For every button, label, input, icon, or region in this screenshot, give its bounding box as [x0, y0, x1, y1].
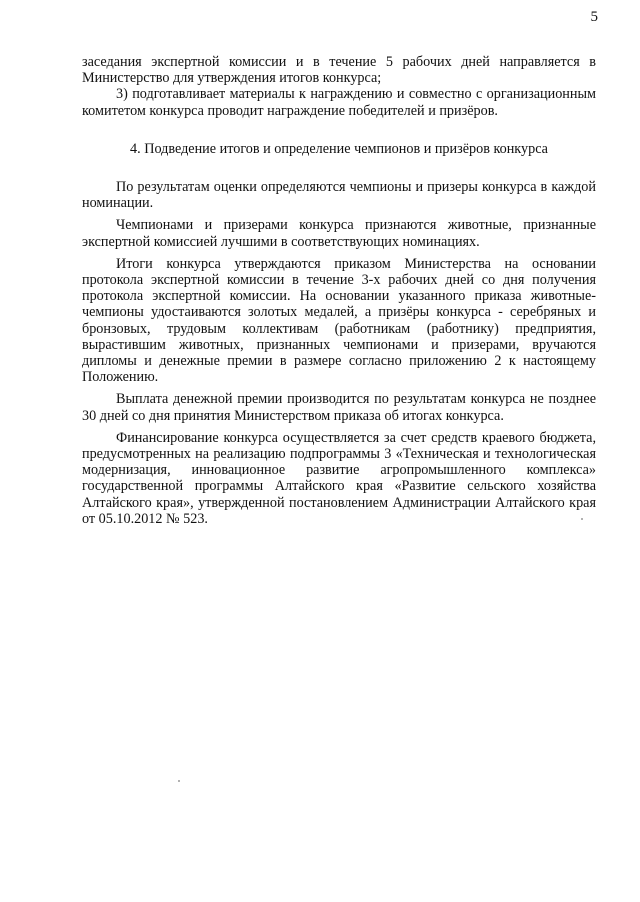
section-4-paragraph-5: Финансирование конкурса осуществляется за счет средств краевого бюджета, предусмотренных на реализацию подпрограммы 3 «Техническая и технологическая модернизация, инновационное развитие агропромышленного комплекса» государственной программы Алтайского края «Развитие сельского хозяйства Алтайского края», утвержденной постановлением Администрации Алтайского края от 05.10.2012 № 523.	[82, 429, 596, 527]
page-number: 5	[590, 9, 598, 25]
scan-speck	[581, 518, 583, 520]
section-4-paragraph-2: Чемпионами и призерами конкурса признаются животные, признанные экспертной комиссией лучшими в соответствующих номинациях.	[82, 217, 596, 250]
document-body	[82, 54, 596, 527]
paragraph-item-3: 3) подготавливает материалы к награждению и совместно с организационным комитетом конкурса проводит награждение победителей и призёров.	[82, 86, 596, 119]
section-4-paragraph-1: По результатам оценки определяются чемпионы и призеры конкурса в каждой номинации.	[82, 179, 596, 212]
scan-speck	[178, 780, 180, 782]
section-4-paragraph-4: Выплата денежной премии производится по результатам конкурса не позднее 30 дней со дня принятия Министерством приказа об итогах конкурса.	[82, 391, 596, 424]
section-4-heading: 4. Подведение итогов и определение чемпионов и призёров конкурса	[130, 140, 548, 157]
section-4-paragraph-3: Итоги конкурса утверждаются приказом Министерства на основании протокола экспертной комиссии в течение 3-х рабочих дней со дня получения протокола экспертной комиссии. На основании указанного приказа животные-чемпионы удостаиваются золотых медалей, а призёры конкурса - серебряных и бронзовых, трудовым коллективам (работникам (работнику) предприятия, вырастившим животных, признанных чемпионами и призерами, вручаются дипломы и денежные премии в размере согласно приложению 2 к настоящему Положению.	[82, 255, 596, 386]
paragraph-continuation: заседания экспертной комиссии и в течение 5 рабочих дней направляется в Министерство для утверждения итогов конкурса;	[82, 54, 596, 87]
